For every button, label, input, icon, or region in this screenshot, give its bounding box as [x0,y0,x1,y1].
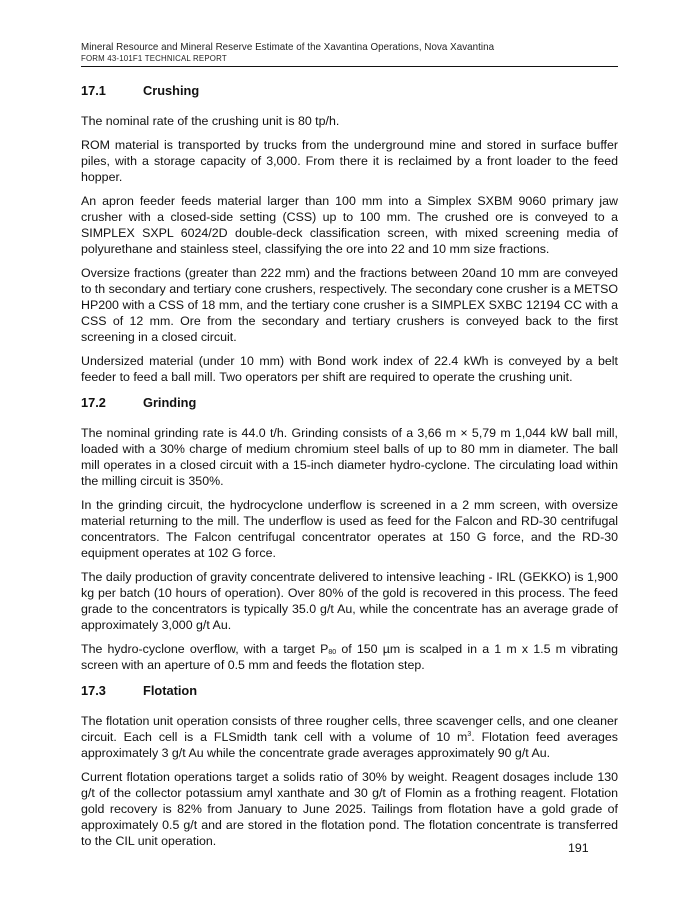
header-divider [81,66,618,67]
section-heading [81,683,618,699]
text-run: The hydro-cyclone overflow, with a target P [81,642,329,656]
paragraph: The nominal grinding rate is 44.0 t/h. Grinding consists of a 3,66 m × 5,79 m 1,044 kW ball mill, loaded with a 30% charge of medium chromium steel balls of up to 80 mm in diameter. The ball mill operates in a closed circuit with a 15-inch diameter hydro-cyclone. The circulating load within the milling circuit is 350%. [81,426,618,488]
report-form-label: FORM 43-101F1 TECHNICAL REPORT [81,54,227,63]
page-number: 191 [568,841,589,855]
section-title: Grinding [143,395,197,410]
text-run: The flotation unit operation consists of three rougher cells, three scavenger cells, and one cleaner circuit. Each cell is a FLSmidth tank cell with a volume of 10 m [81,714,618,744]
text-run: . Flotation feed averages approximately 3 g/t Au while the concentrate grade averages approximately 90 g/t Au. [81,730,618,760]
section-heading [81,83,618,99]
paragraph: Undersized material (under 10 mm) with Bond work index of 22.4 kWh is conveyed by a belt feeder to feed a ball mill. Two operators per shift are required to operate the crushing unit. [81,354,618,384]
paragraph: Current flotation operations target a solids ratio of 30% by weight. Reagent dosages include 130 g/t of the collector potassium amyl xanthate and 30 g/t of Flomin as a frothing reagent. Flotation gold recovery is 82% from January to June 2025. Tailings from flotation have a gold grade of approximately 0.5 g/t and are stored in the flotation pond. The flotation concentrate is transferred to the CIL unit operation. [81,770,618,848]
text-run: of 150 µm is scalped in a 1 m x 1.5 m vibrating screen with an aperture of 0.5 mm and feeds the flotation step. [81,642,618,672]
paragraph: An apron feeder feeds material larger than 100 mm into a Simplex SXBM 9060 primary jaw crusher with a closed-side setting (CSS) up to 100 mm. The crushed ore is conveyed to a SIMPLEX SXPL 6024/2D double-deck classification screen, with mixed screening media of polyurethane and stainless steel, classifying the ore into 22 and 10 mm size fractions. [81,194,618,256]
section-heading [81,395,618,411]
paragraph: In the grinding circuit, the hydrocyclone underflow is screened in a 2 mm screen, with oversize material returning to the mill. The underflow is used as feed for the Falcon and RD-30 centrifugal concentrators. The Falcon centrifugal concentrator operates at 150 G force, and the RD-30 equipment operates at 102 G force. [81,498,618,560]
section-flotation [81,683,618,849]
document-page [81,42,618,849]
paragraph: Oversize fractions (greater than 222 mm) and the fractions between 20and 10 mm are conveyed to th secondary and tertiary cone crushers, respectively. The secondary cone crusher is a METSO HP200 with a CSS of 18 mm, and the tertiary cone crusher is a SIMPLEX SXBC 12194 CC with a CSS of 12 mm. Ore from the secondary and tertiary crushers is conveyed back to the first screening in a closed circuit. [81,266,618,344]
paragraph: ROM material is transported by trucks from the underground mine and stored in surface buffer piles, with a storage capacity of 3,000. From there it is reclaimed by a front loader to the feed hopper. [81,138,618,184]
report-title: Mineral Resource and Mineral Reserve Estimate of the Xavantina Operations, Nova Xavantina [81,42,495,53]
section-title: Flotation [143,683,198,698]
section-number: 17.2 [81,395,106,410]
superscript: 3 [467,731,472,738]
section-grinding [81,395,618,673]
section-number: 17.1 [81,83,106,98]
subscript: 80 [328,649,337,656]
paragraph: The daily production of gravity concentrate delivered to intensive leaching - IRL (GEKKO) is 1,900 kg per batch (10 hours of operation). Over 80% of the gold is recovered in this process. The feed grade to the concentrators is typically 35.0 g/t Au, while the concentrate has an average grade of approximately 3,000 g/t Au. [81,570,618,632]
paragraph [81,641,618,673]
section-crushing [81,83,618,385]
paragraph [81,713,618,761]
section-title: Crushing [143,83,200,98]
paragraph: The nominal rate of the crushing unit is 80 tp/h. [81,114,340,128]
section-number: 17.3 [81,683,106,698]
running-header [81,42,618,67]
